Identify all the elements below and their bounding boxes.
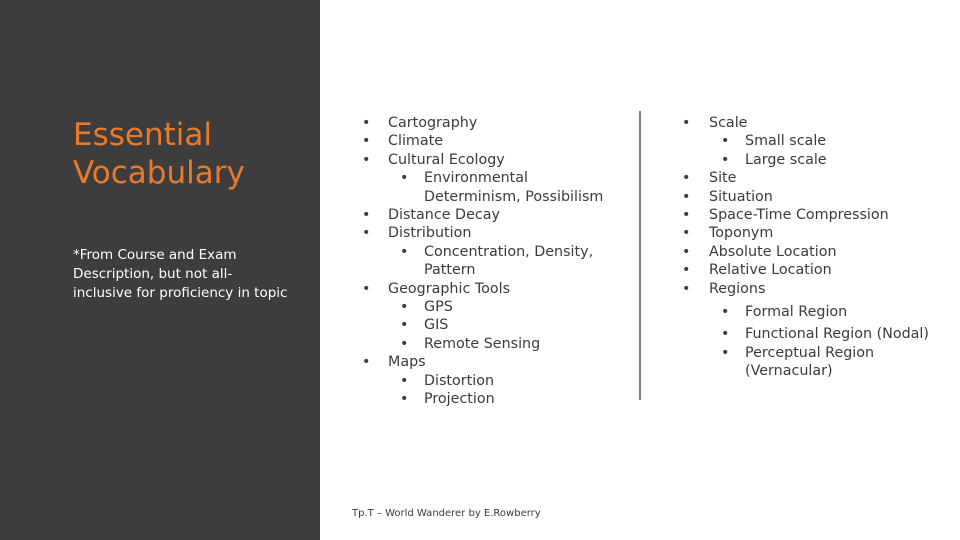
list-item: • Scale	[709, 114, 939, 132]
list-item: • Geographic Tools	[388, 280, 628, 298]
sub-list-item: • Large scale	[709, 151, 939, 169]
title-line-2: Vocabulary	[73, 155, 245, 191]
list-item: • Relative Location	[709, 261, 939, 279]
vocab-list-column-2	[709, 114, 939, 381]
sub-list-item: • Formal Region	[709, 303, 939, 321]
sub-list-item-continuation: Pattern	[424, 262, 476, 279]
sub-list-item-continuation: (Vernacular)	[745, 363, 833, 380]
sub-list-item: • GIS	[388, 316, 628, 334]
sub-list-item: • Small scale	[709, 132, 939, 150]
left-panel	[0, 0, 320, 540]
list-item: • Climate	[388, 132, 628, 150]
list-item: • Regions	[709, 280, 939, 298]
sub-list-item: • Environmental	[388, 169, 628, 187]
column-divider	[639, 111, 641, 400]
list-item: • Situation	[709, 188, 939, 206]
list-item: • Site	[709, 169, 939, 187]
list-item: • Cartography	[388, 114, 628, 132]
sub-list-item: • Perceptual Region	[709, 344, 939, 362]
list-item: • Distribution	[388, 224, 628, 242]
slide-title	[73, 116, 313, 192]
list-item: • Absolute Location	[709, 243, 939, 261]
list-item: • Distance Decay	[388, 206, 628, 224]
list-item: • Maps	[388, 353, 628, 371]
vocab-list-column-1	[388, 114, 628, 409]
title-line-1: Essential	[73, 117, 212, 153]
sub-list-item: • Projection	[388, 390, 628, 408]
sub-list-item: • GPS	[388, 298, 628, 316]
sub-list-item: • Remote Sensing	[388, 335, 628, 353]
list-item: • Space-Time Compression	[709, 206, 939, 224]
slide-subtitle: *From Course and Exam Description, but not all-inclusive for proficiency in topic	[73, 247, 288, 301]
sub-list-item: • Concentration, Density,	[388, 243, 628, 261]
footer-credit: Tp.T – World Wanderer by E.Rowberry	[352, 508, 541, 519]
list-item: • Cultural Ecology	[388, 151, 628, 169]
list-item: • Toponym	[709, 224, 939, 242]
sub-list-item: • Distortion	[388, 372, 628, 390]
sub-list-item-continuation: Determinism, Possibilism	[424, 188, 604, 205]
sub-list-item: • Functional Region (Nodal)	[709, 325, 939, 343]
